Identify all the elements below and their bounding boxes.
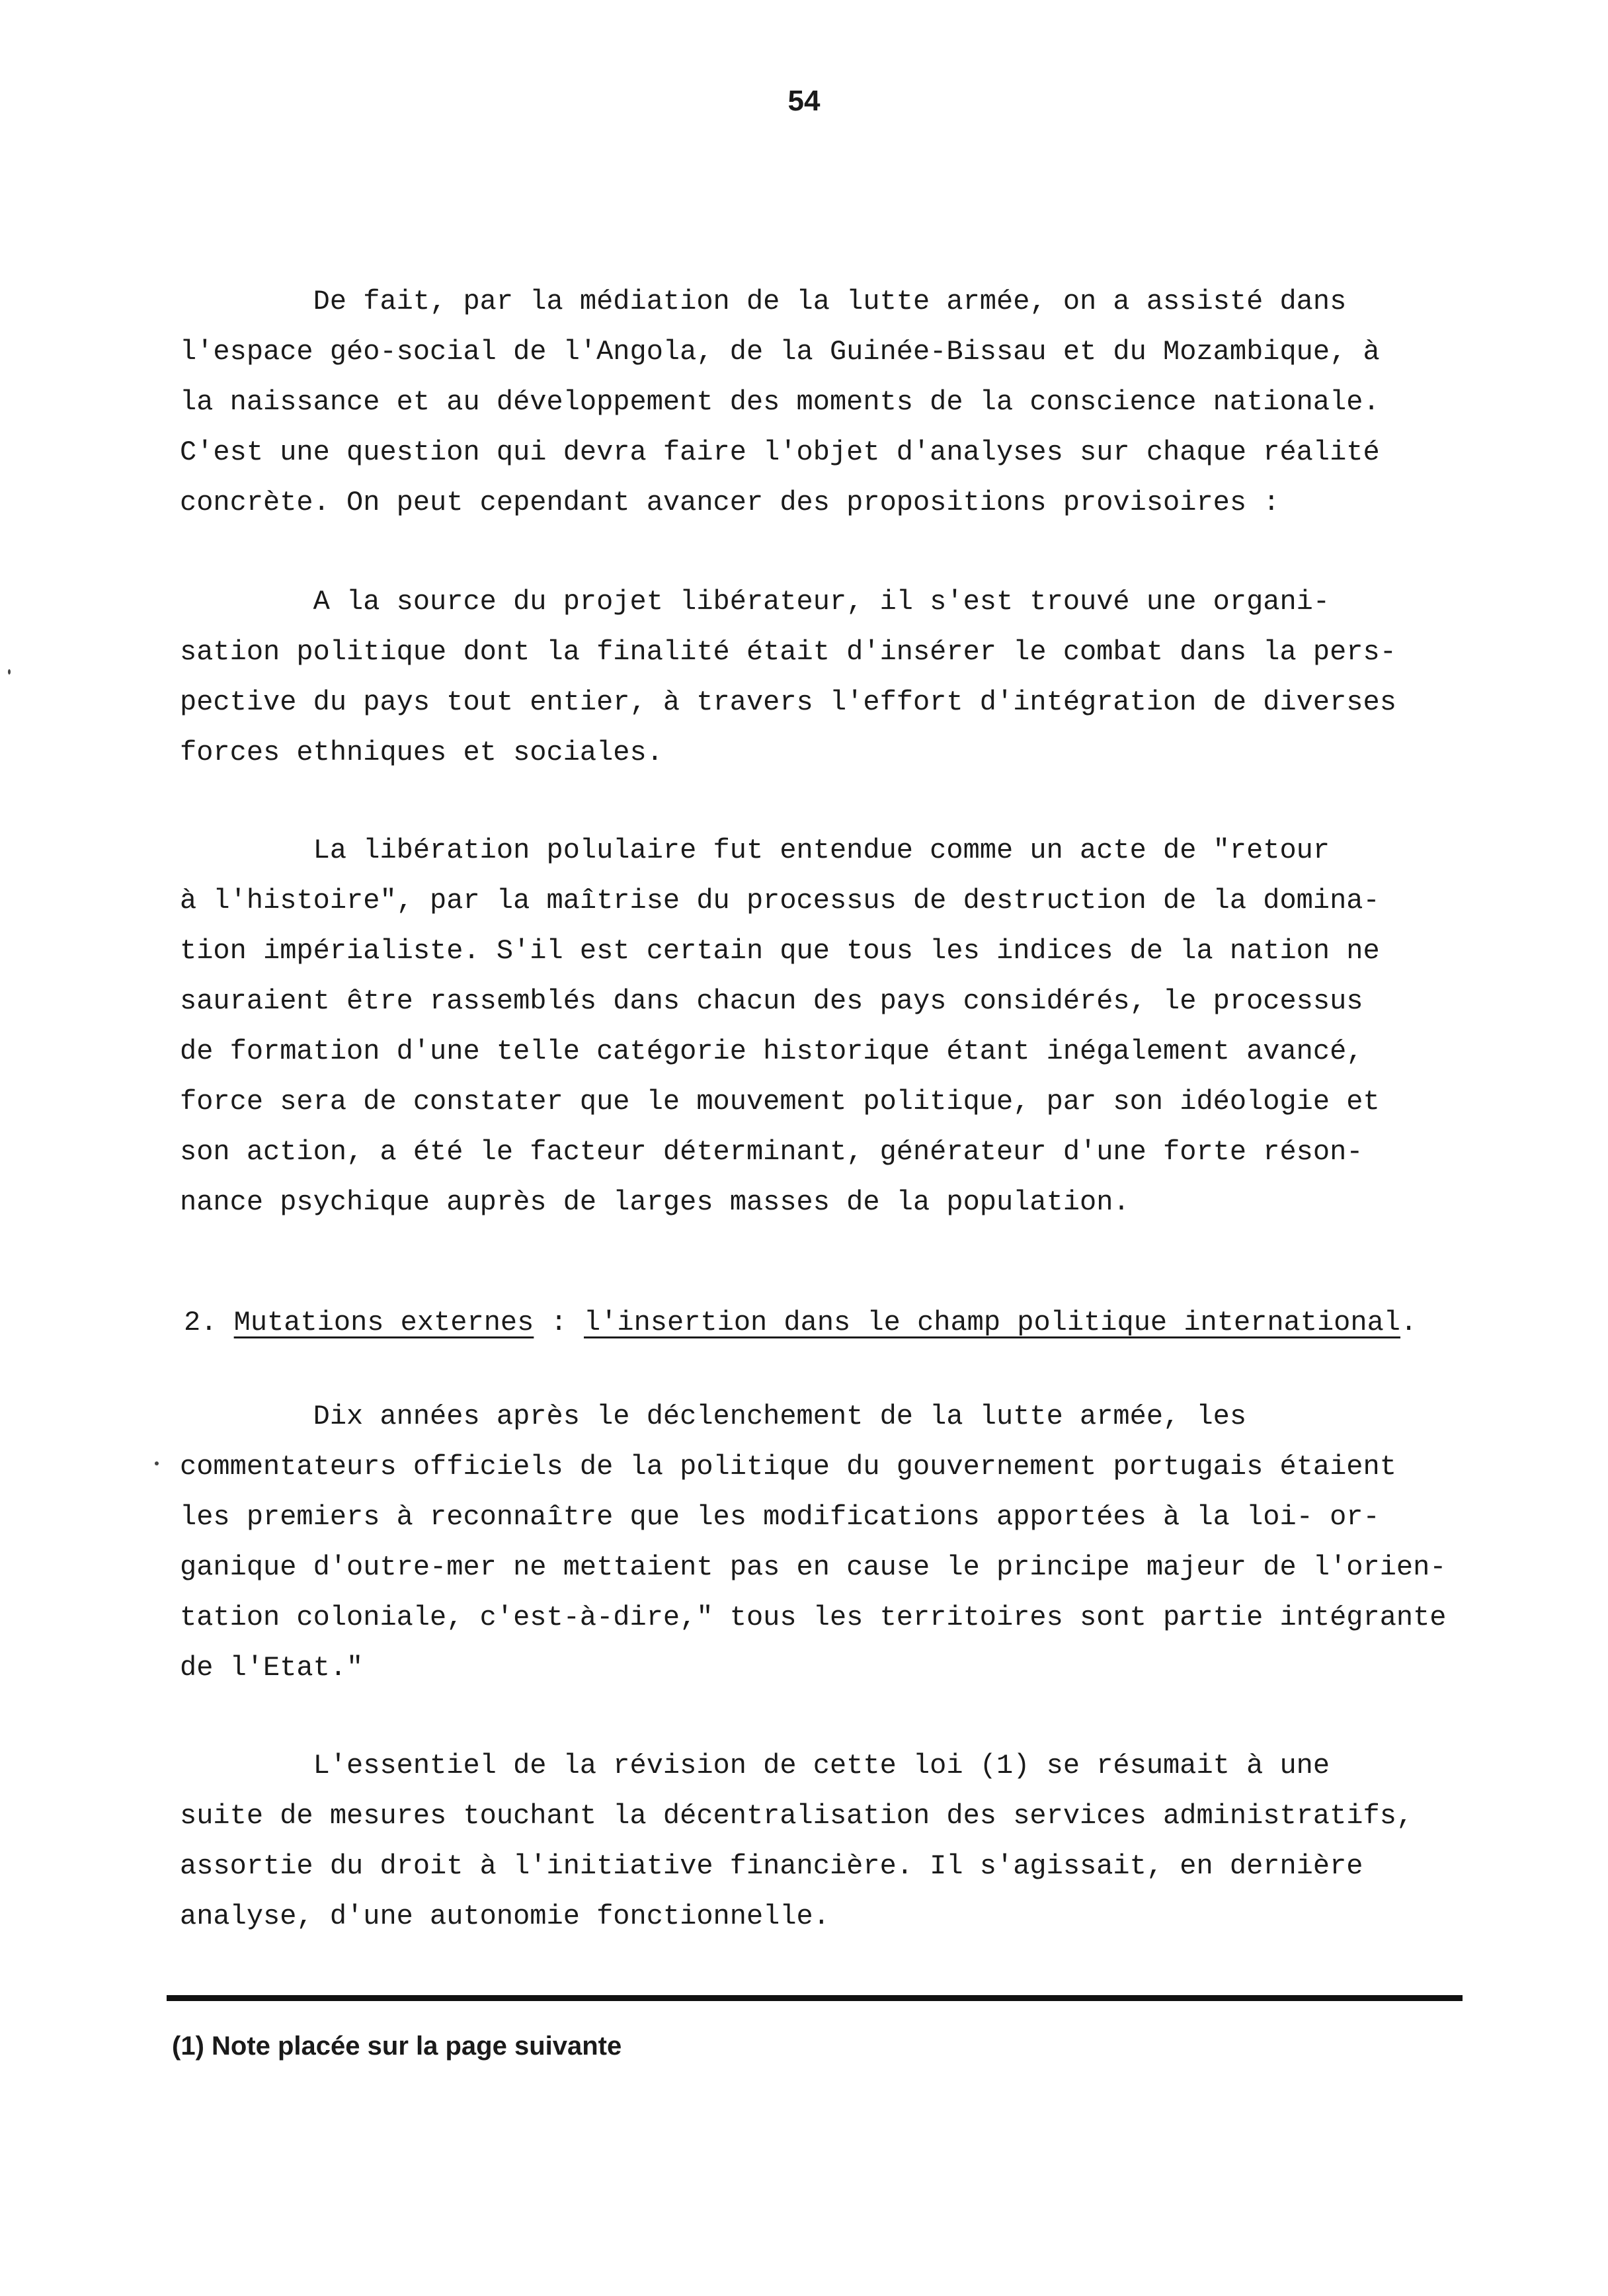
paragraph-3: La libération polulaire fut entendue comme un acte de "retour à l'histoire", par la maîtrise du processus de destruction de la domina- tion impérialiste. S'il est certain que tous les indices de la nation ne sauraient être rassemblés dans chacun des pays considérés, le processus de formation d'une telle catégorie historique étant inégalement avancé, force sera de constater que le mouvement politique, par son idéologie et son action, a été le facteur déterminant, générateur d'une forte réson- nance psychique auprès de larges masses de la population. xyxy=(180,835,1380,1218)
paragraph-4: Dix années après le déclenchement de la lutte armée, les commentateurs officiels de la politique du gouvernement portugais étaient les premiers à reconnaître que les modifications apportées à la loi- or- ganique d'outre-mer ne mettaient pas en cause le principe majeur de l'orien- tation coloniale, c'est-à-dire," tous les territoires sont partie intégrante de l'Etat." xyxy=(180,1401,1447,1684)
page-number: 54 xyxy=(787,85,821,117)
footnote: (1) Note placée sur la page suivante xyxy=(172,2031,622,2061)
paragraph-2: A la source du projet libérateur, il s'est trouvé une organi- sation politique dont la finalité était d'insérer le combat dans la pers- pective du pays tout entier, à travers l'effort d'intégration de diverses forces ethniques et sociales. xyxy=(180,586,1396,768)
heading-part-1: Mutations externes xyxy=(233,1307,534,1338)
heading-part-2: l'insertion dans le champ politique international xyxy=(583,1307,1400,1338)
scan-speck xyxy=(155,1461,159,1465)
section-heading xyxy=(184,1297,1417,1348)
heading-end: . xyxy=(1400,1307,1418,1338)
footnote-separator-rule xyxy=(167,1995,1463,2001)
paragraph-5: L'essentiel de la révision de cette loi (1) se résumait à une suite de mesures touchant la décentralisation des services administratifs, assortie du droit à l'initiative financière. Il s'agissait, en dernière analyse, d'une autonomie fonctionnelle. xyxy=(180,1750,1414,1932)
paragraph-1: De fait, par la médiation de la lutte armée, on a assisté dans l'espace géo-social de l'Angola, de la Guinée-Bissau et du Mozambique, à la naissance et au développement des moments de la conscience nationale. C'est une question qui devra faire l'objet d'analyses sur chaque réalité concrète. On peut cependant avancer des propositions provisoires : xyxy=(180,286,1380,518)
scan-speck xyxy=(8,669,11,675)
heading-separator: : xyxy=(550,1307,567,1338)
heading-number: 2. xyxy=(184,1307,218,1338)
